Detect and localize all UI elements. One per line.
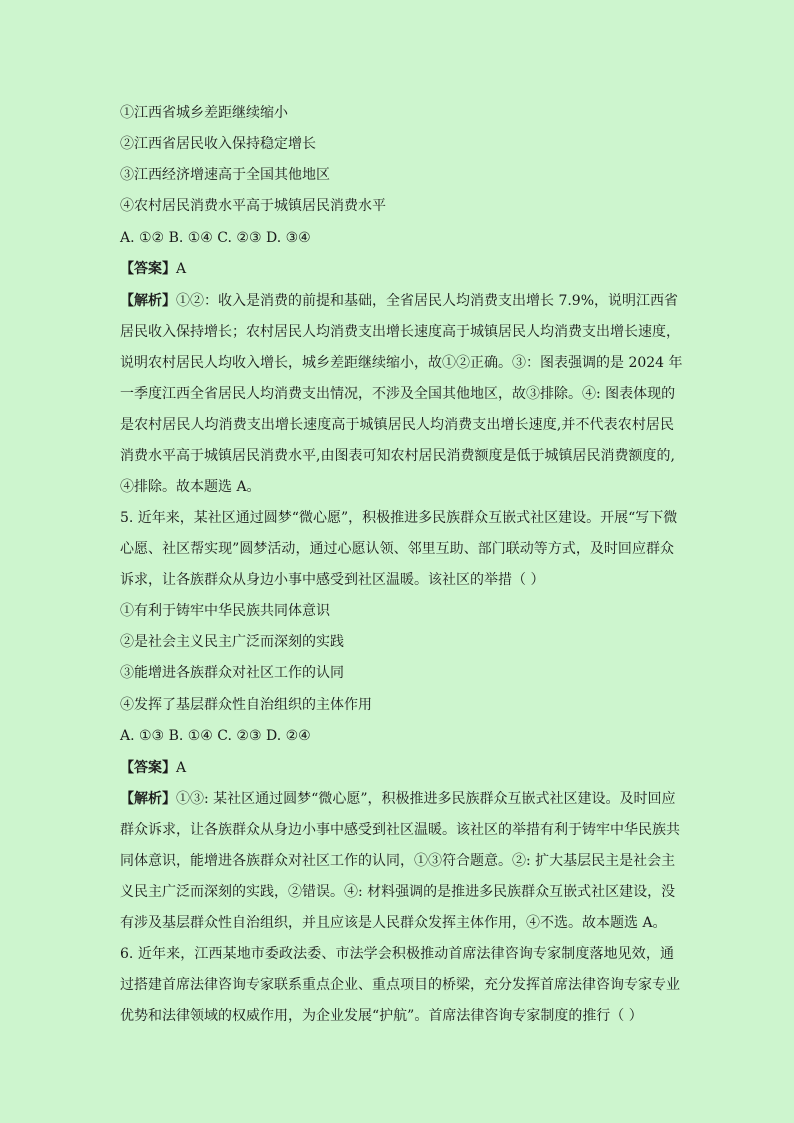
answer-tag: 【答案】 xyxy=(120,760,176,776)
q5-option-2: ②是社会主义民主广泛而深刻的实践 xyxy=(120,634,344,650)
q5-analysis-line-3: 同体意识，能增进各族群众对社区工作的认同，①③符合题意。②: 扩大基层民主是社会主 xyxy=(120,853,676,869)
q4-analysis-line-6: 消费水平高于城镇居民消费水平,由图表可知农村居民消费额度是低于城镇居民消费额度的, xyxy=(120,448,675,464)
answer-tag: 【答案】 xyxy=(120,261,176,277)
q5-answer xyxy=(120,759,674,777)
q5-stem-line-2: 心愿、社区帮实现”圆梦活动，通过心愿认领、邻里互助、部门联动等方式，及时回应群众 xyxy=(120,541,674,557)
q4-analysis-line-5: 是农村居民人均消费支出增长速度高于城镇居民人均消费支出增长速度,并不代表农村居民 xyxy=(120,417,674,433)
answer-value: A xyxy=(176,760,187,776)
q6-stem-line-1: 6. 近年来，江西某地市委政法委、市法学会积极推动首席法律咨询专家制度落地见效，通 xyxy=(120,946,674,962)
q4-option-3: ③江西经济增速高于全国其他地区 xyxy=(120,167,330,183)
analysis-tag: 【解析】 xyxy=(120,791,176,807)
analysis-tag: 【解析】 xyxy=(120,293,176,309)
q5-analysis-line-5: 有涉及基层群众性自治组织，并且应该是人民群众发挥主体作用，④不选。故本题选 A。 xyxy=(120,915,667,931)
q4-choices: A. ①② B. ①④ C. ②③ D. ③④ xyxy=(120,230,311,246)
answer-value: A xyxy=(176,261,187,277)
q5-analysis-line-1 xyxy=(120,790,674,808)
analysis-text: ①③: 某社区通过圆梦“微心愿”，积极推进多民族群众互嵌式社区建设。及时回应 xyxy=(176,791,676,807)
q5-option-1: ①有利于铸牢中华民族共同体意识 xyxy=(120,603,330,619)
q4-option-2: ②江西省居民收入保持稳定增长 xyxy=(120,136,316,152)
q6-stem-line-3: 优势和法律领域的权威作用，为企业发展“护航”。首席法律咨询专家制度的推行（ ） xyxy=(120,1008,643,1024)
q4-answer xyxy=(120,260,674,278)
q5-choices: A. ①③ B. ①④ C. ②③ D. ②④ xyxy=(120,728,311,744)
q6-stem-line-2: 过搭建首席法律咨询专家联系重点企业、重点项目的桥梁，充分发挥首席法律咨询专家专业 xyxy=(120,977,680,993)
q4-analysis-line-7: ④排除。故本题选 A。 xyxy=(120,479,261,495)
q4-analysis-line-1 xyxy=(120,292,679,310)
q4-analysis-line-3: 说明农村居民人均收入增长，城乡差距继续缩小，故①②正确。③：图表强调的是 2024 年 xyxy=(120,355,683,371)
q4-option-4: ④农村居民消费水平高于城镇居民消费水平 xyxy=(120,198,386,214)
q4-analysis-line-4: 一季度江西全省居民人均消费支出情况，不涉及全国其他地区，故③排除。④: 图表体现的 xyxy=(120,386,676,402)
q4-analysis-line-2: 居民收入保持增长；农村居民人均消费支出增长速度高于城镇居民人均消费支出增长速度， xyxy=(120,324,680,340)
q5-option-4: ④发挥了基层群众性自治组织的主体作用 xyxy=(120,697,372,713)
q5-analysis-line-4: 义民主广泛而深刻的实践，②错误。④: 材料强调的是推进多民族群众互嵌式社区建设，没 xyxy=(120,884,676,900)
q5-option-3: ③能增进各族群众对社区工作的认同 xyxy=(120,665,344,681)
q5-stem-line-3: 诉求，让各族群众从身边小事中感受到社区温暖。该社区的举措（ ） xyxy=(120,572,545,588)
q5-stem-line-1: 5. 近年来，某社区通过圆梦“微心愿”，积极推进多民族群众互嵌式社区建设。开展“写下微 xyxy=(120,510,678,526)
q5-analysis-line-2: 群众诉求，让各族群众从身边小事中感受到社区温暖。该社区的举措有利于铸牢中华民族共 xyxy=(120,822,680,838)
q4-option-1: ①江西省城乡差距继续缩小 xyxy=(120,105,288,121)
analysis-text: ①②：收入是消费的前提和基础，全省居民人均消费支出增长 7.9%，说明江西省 xyxy=(176,293,679,309)
